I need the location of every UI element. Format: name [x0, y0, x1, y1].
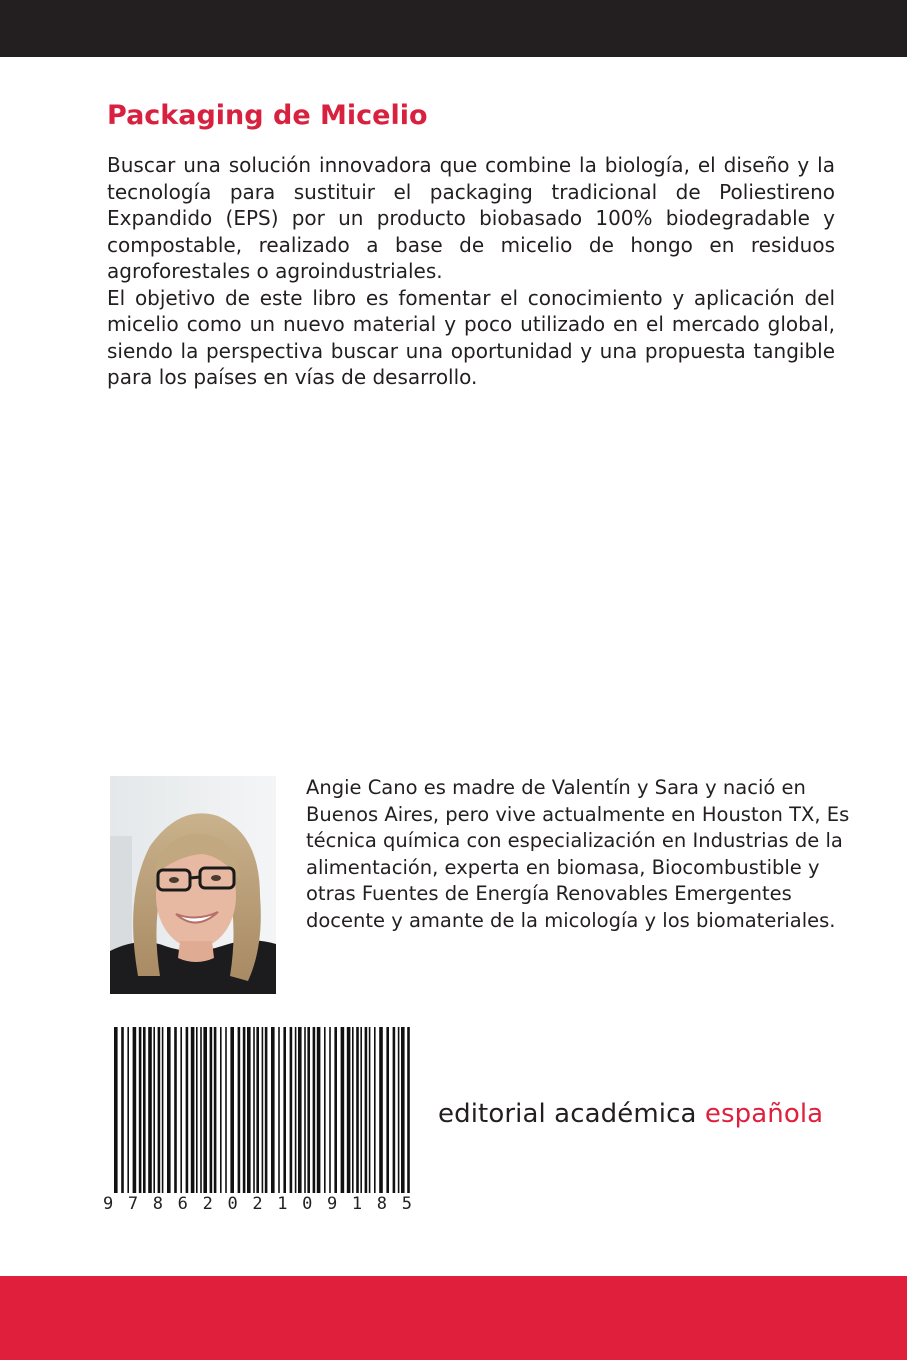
barcode-bar — [133, 1027, 137, 1193]
barcode-bar — [262, 1027, 264, 1193]
barcode-bar — [220, 1027, 222, 1193]
book-description — [107, 152, 835, 391]
author-bio-text: Angie Cano es madre de Valentín y Sara y nació en Buenos Aires, pero vive actualmente en Houston TX, Es técnica química con especialización en Industrias de la alimentación, experta en biomasa, Biocombustible y otras Fuentes de Energía Renovables Emergentes docente y amante de la micología y los biomateriales. — [306, 776, 850, 932]
barcode-bar — [278, 1027, 280, 1193]
barcode-bar — [174, 1027, 177, 1193]
isbn-digit: 1 — [351, 1194, 363, 1214]
barcode-bar — [334, 1027, 337, 1193]
barcode-bar — [307, 1027, 310, 1193]
barcode-bar — [139, 1027, 142, 1193]
barcode-bar — [196, 1027, 198, 1193]
isbn-digit: 1 — [277, 1194, 288, 1214]
top-band — [0, 0, 907, 57]
isbn-digit: 0 — [227, 1194, 238, 1214]
isbn-digit: 8 — [376, 1194, 388, 1214]
barcode-bars — [96, 1024, 422, 1194]
barcode-bar — [365, 1027, 368, 1193]
author-bio — [306, 775, 851, 934]
barcode-bar — [283, 1027, 286, 1193]
barcode-bar — [401, 1027, 405, 1193]
barcode-bar — [127, 1027, 129, 1193]
barcode-bar — [374, 1027, 376, 1193]
barcode-bar — [360, 1027, 362, 1193]
book-title: Packaging de Micelio — [107, 100, 428, 131]
barcode-bar — [200, 1027, 202, 1193]
barcode-bar — [393, 1027, 396, 1193]
barcode-bar — [210, 1027, 213, 1193]
barcode-bar — [341, 1027, 345, 1193]
author-portrait-image — [110, 776, 276, 994]
isbn-digit: 5 — [401, 1194, 412, 1214]
barcode-bar — [214, 1027, 217, 1193]
barcode-bar — [347, 1027, 351, 1193]
barcode-bar — [143, 1027, 146, 1193]
barcode-bar — [265, 1027, 268, 1193]
barcode-bar — [271, 1027, 275, 1193]
isbn-barcode — [96, 1024, 422, 1220]
barcode-bar — [121, 1027, 124, 1193]
barcode-bar — [162, 1027, 164, 1193]
description-paragraph: Buscar una solución innovadora que combine la biología, el diseño y la tecnología para sustituir el packaging tradicional de Poliestireno Expandido (EPS) por un producto biobasado 100% biodegradable y compostable, realizado a base de micelio de hongo en residuos agroforestales o agroindustriales. — [107, 153, 835, 283]
publisher-logo — [438, 1094, 823, 1134]
barcode-bar — [256, 1027, 259, 1193]
barcode-bar — [253, 1027, 255, 1193]
description-paragraph: El objetivo de este libro es fomentar el conocimiento y aplicación del micelio como un nuevo material y poco utilizado en el mercado global, siendo la perspectiva buscar una oportunidad y una propuesta tangible para los países en vías de desarrollo. — [107, 285, 835, 389]
barcode-bar — [324, 1027, 326, 1193]
barcode-bar — [386, 1027, 389, 1193]
barcode-bar — [153, 1027, 155, 1193]
barcode-bar — [180, 1027, 182, 1193]
barcode-bar — [298, 1027, 302, 1193]
barcode-bar — [352, 1027, 354, 1193]
barcode-bar — [167, 1027, 171, 1193]
isbn-digit: 6 — [177, 1194, 188, 1214]
barcode-bar — [304, 1027, 306, 1193]
isbn-digit: 2 — [252, 1194, 263, 1214]
barcode-bar — [317, 1027, 321, 1193]
bottom-band — [0, 1276, 907, 1360]
isbn-digit: 9 — [327, 1194, 338, 1214]
barcode-bar — [230, 1027, 234, 1193]
barcode-bar — [379, 1027, 383, 1193]
barcode-bar — [191, 1027, 195, 1193]
barcode-bar — [398, 1027, 400, 1193]
isbn-digit: 0 — [302, 1194, 313, 1214]
barcode-bar — [238, 1027, 241, 1193]
barcode-bar — [243, 1027, 246, 1193]
isbn-digits — [96, 1194, 422, 1218]
barcode-bar — [295, 1027, 297, 1193]
isbn-digit: 9 — [103, 1194, 114, 1214]
barcode-bar — [203, 1027, 207, 1193]
barcode-bar — [158, 1027, 161, 1193]
barcode-bar — [225, 1027, 227, 1193]
author-photo — [110, 776, 276, 994]
barcode-bar — [290, 1027, 293, 1193]
barcode-bar — [313, 1027, 316, 1193]
isbn-digit: 2 — [202, 1194, 213, 1214]
barcode-bar — [247, 1027, 251, 1193]
barcode-bar — [369, 1027, 371, 1193]
barcode-bar — [148, 1027, 152, 1193]
barcode-bar — [356, 1027, 359, 1193]
barcode-bar — [114, 1027, 118, 1193]
isbn-digit: 7 — [127, 1194, 139, 1214]
barcode-bar — [407, 1027, 410, 1193]
publisher-name-accent: española — [704, 1099, 824, 1129]
publisher-name: editorial académica — [438, 1099, 697, 1129]
barcode-bar — [186, 1027, 189, 1193]
isbn-digit: 8 — [152, 1194, 164, 1214]
barcode-bar — [329, 1027, 331, 1193]
